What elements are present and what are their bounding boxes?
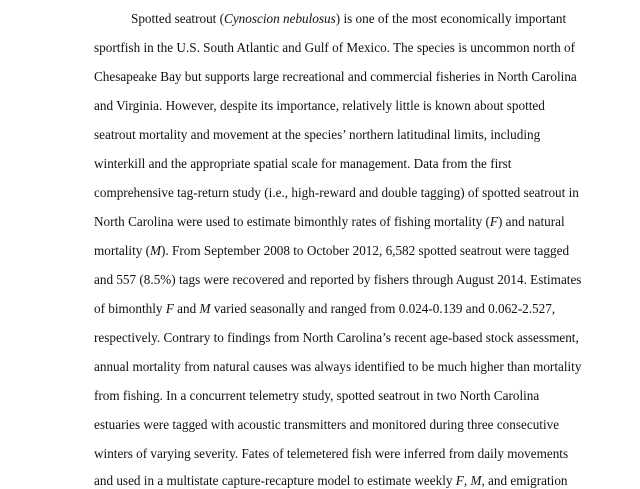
text-line: of bimonthly F and M varied seasonally and ranged from 0.024-0.139 and 0.062-2.527, xyxy=(94,301,556,316)
text-line: North Carolina were used to estimate bimonthly rates of fishing mortality (F) and natural xyxy=(94,214,565,229)
text-line: sportfish in the U.S. South Atlantic and Gulf of Mexico. The species is uncommon north of xyxy=(94,40,576,55)
text-line: estuaries were tagged with acoustic transmitters and monitored during three consecutive xyxy=(94,417,560,432)
text-line: comprehensive tag-return study (i.e., high-reward and double tagging) of spotted seatrout in xyxy=(94,185,579,200)
text-line: winters of varying severity. Fates of telemetered fish were inferred from daily movements xyxy=(94,446,569,461)
text-line: and 557 (8.5%) tags were recovered and reported by fishers through August 2014. Estimates xyxy=(94,272,582,287)
text-line: from fishing. In a concurrent telemetry study, spotted seatrout in two North Carolina xyxy=(94,388,540,403)
text-line: Chesapeake Bay but supports large recreational and commercial fisheries in North Carolina xyxy=(94,69,577,84)
text-line: winterkill and the appropriate spatial scale for management. Data from the first xyxy=(94,156,512,171)
text-line: seatrout mortality and movement at the species’ northern latitudinal limits, including xyxy=(94,127,541,142)
text-line: respectively. Contrary to findings from North Carolina’s recent age-based stock assessment, xyxy=(94,330,579,345)
text-line: and Virginia. However, despite its importance, relatively little is known about spotted xyxy=(94,98,545,113)
text-line: annual mortality from natural causes was always identified to be much higher than mortality xyxy=(94,359,582,374)
text-line: and used in a multistate capture-recapture model to estimate weekly F, M, and emigration xyxy=(94,473,568,488)
text-line: Spotted seatrout (Cynoscion nebulosus) is one of the most economically important xyxy=(131,11,567,26)
text-line: mortality (M). From September 2008 to October 2012, 6,582 spotted seatrout were tagged xyxy=(94,243,570,258)
